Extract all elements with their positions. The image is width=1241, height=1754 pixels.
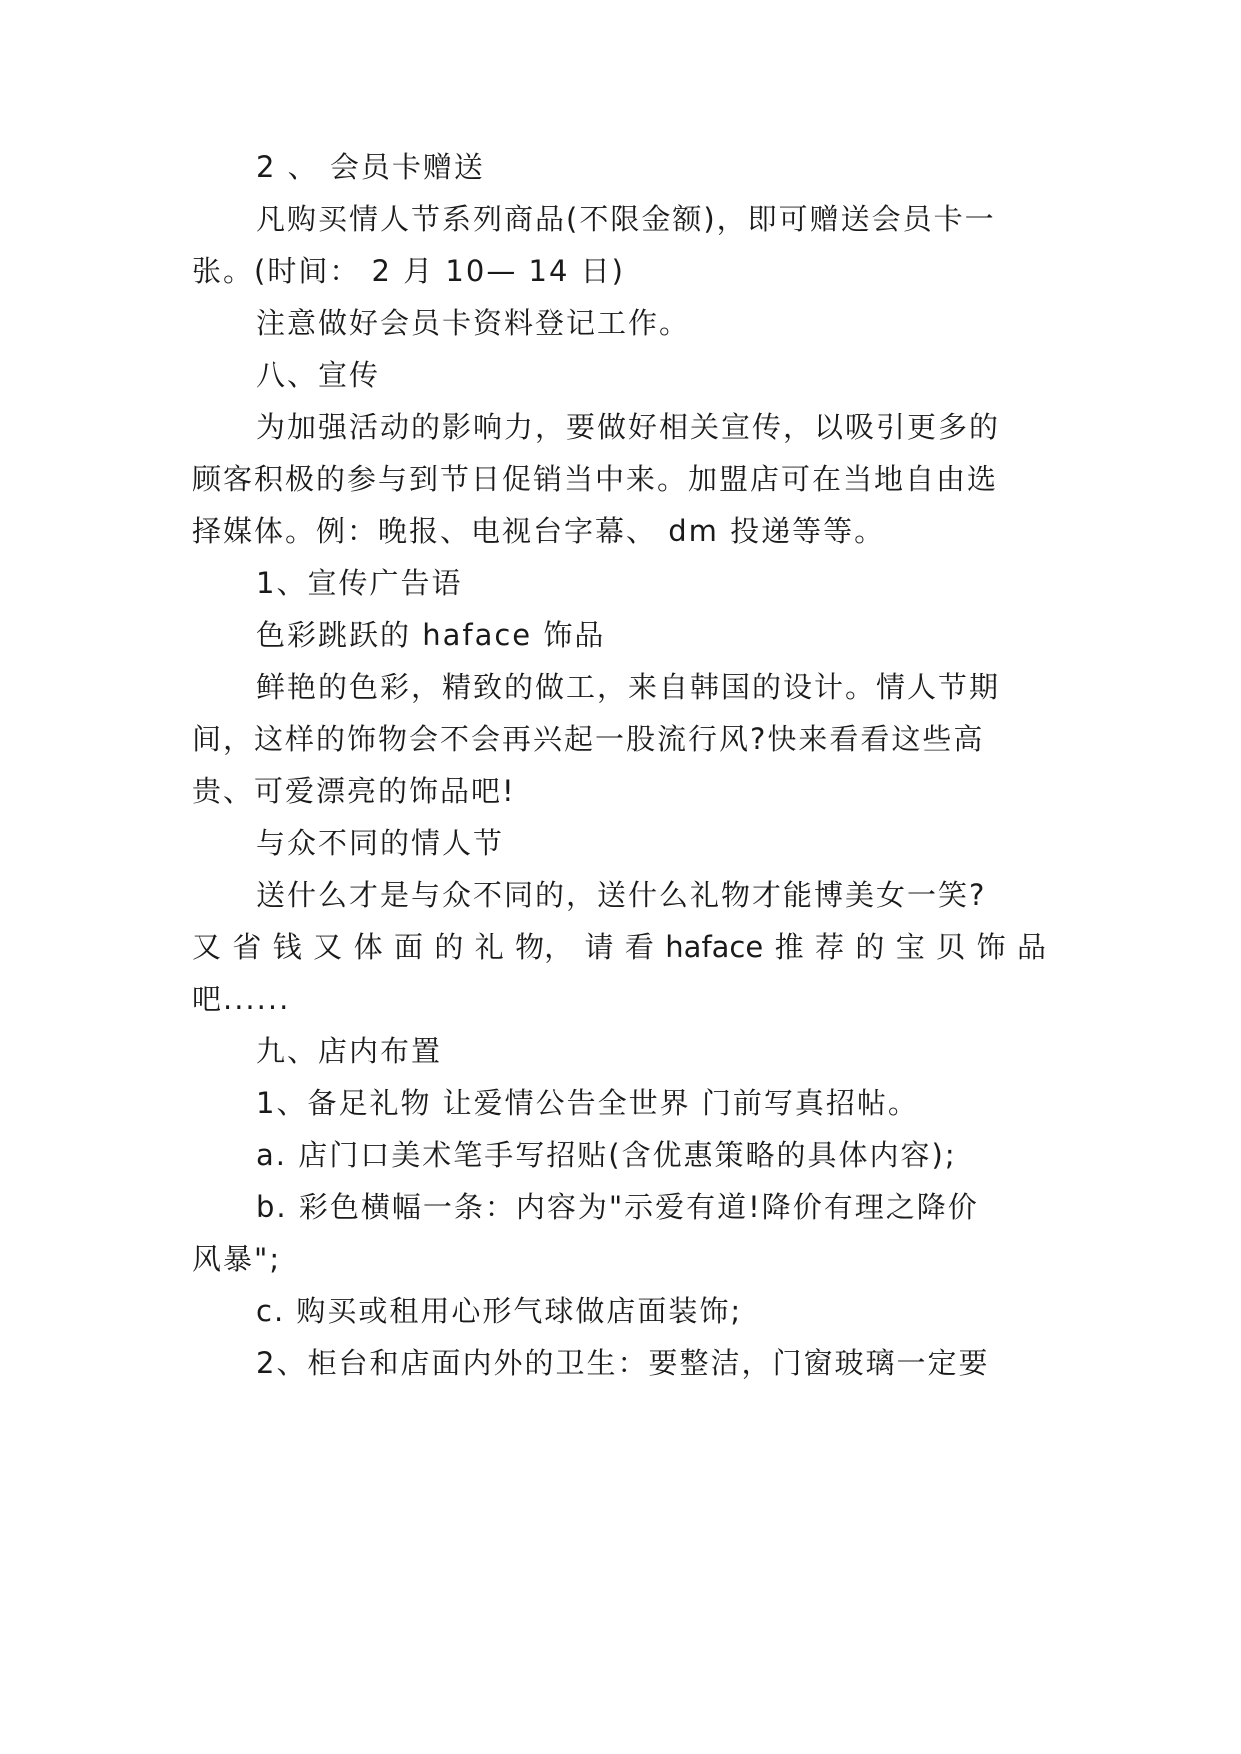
word: 又 [192, 930, 222, 964]
text-line: 风暴"; [192, 1242, 282, 1276]
word: 推 [774, 930, 804, 964]
justified-text-line [0, 918, 1241, 976]
word: 的 [855, 930, 885, 964]
text-line: 凡购买情人节系列商品(不限金额)，即可赠送会员卡一 [256, 202, 996, 236]
word: 又 [313, 930, 343, 964]
text-line: b. 彩色横幅一条：内容为"示爱有道!降价有理之降价 [256, 1190, 979, 1224]
word: 省 [232, 930, 262, 964]
word: 宝 [895, 930, 925, 964]
text-line: 间，这样的饰物会不会再兴起一股流行风?快来看看这些高 [192, 722, 985, 756]
text-line: 色彩跳跃的 haface 饰品 [256, 618, 606, 652]
text-line: 为加强活动的影响力，要做好相关宣传，以吸引更多的 [256, 410, 1001, 444]
text-line: 顾客积极的参与到节日促销当中来。加盟店可在当地自由选 [192, 462, 999, 496]
section-heading: 八、宣传 [256, 358, 381, 392]
word: 饰 [976, 930, 1006, 964]
word: 看 [624, 930, 654, 964]
text-line: 注意做好会员卡资料登记工作。 [256, 306, 691, 340]
text-line: 鲜艳的色彩，精致的做工，来自韩国的设计。情人节期 [256, 670, 1001, 704]
word: 钱 [272, 930, 302, 964]
text-line: 1、备足礼物 让爱情公告全世界 门前写真招帖。 [256, 1086, 919, 1120]
text-line: 2、柜台和店面内外的卫生：要整洁，门窗玻璃一定要 [256, 1346, 990, 1380]
text-line: 吧...... [192, 982, 291, 1016]
text-line: 送什么才是与众不同的，送什么礼物才能博美女一笑? [256, 878, 987, 912]
word: 物， [515, 930, 574, 964]
word: haface [665, 930, 764, 964]
text-line: 2 、 会员卡赠送 [256, 150, 485, 184]
word: 面 [393, 930, 423, 964]
word: 的 [434, 930, 464, 964]
word: 体 [353, 930, 383, 964]
word: 礼 [474, 930, 504, 964]
text-line: 贵、可爱漂亮的饰品吧! [192, 774, 516, 808]
text-line: 与众不同的情人节 [256, 826, 505, 860]
word: 荐 [814, 930, 844, 964]
section-heading: 九、店内布置 [256, 1034, 443, 1068]
word: 品 [1016, 930, 1046, 964]
text-line: c. 购买或租用心形气球做店面装饰; [256, 1294, 743, 1328]
text-line: 择媒体。例：晚报、电视台字幕、 dm 投递等等。 [192, 514, 886, 548]
text-line: a. 店门口美术笔手写招贴(含优惠策略的具体内容); [256, 1138, 957, 1172]
text-line: 张。(时间： 2 月 10— 14 日) [192, 254, 625, 288]
subheading: 1、宣传广告语 [256, 566, 463, 600]
word: 贝 [936, 930, 966, 964]
word: 请 [584, 930, 614, 964]
